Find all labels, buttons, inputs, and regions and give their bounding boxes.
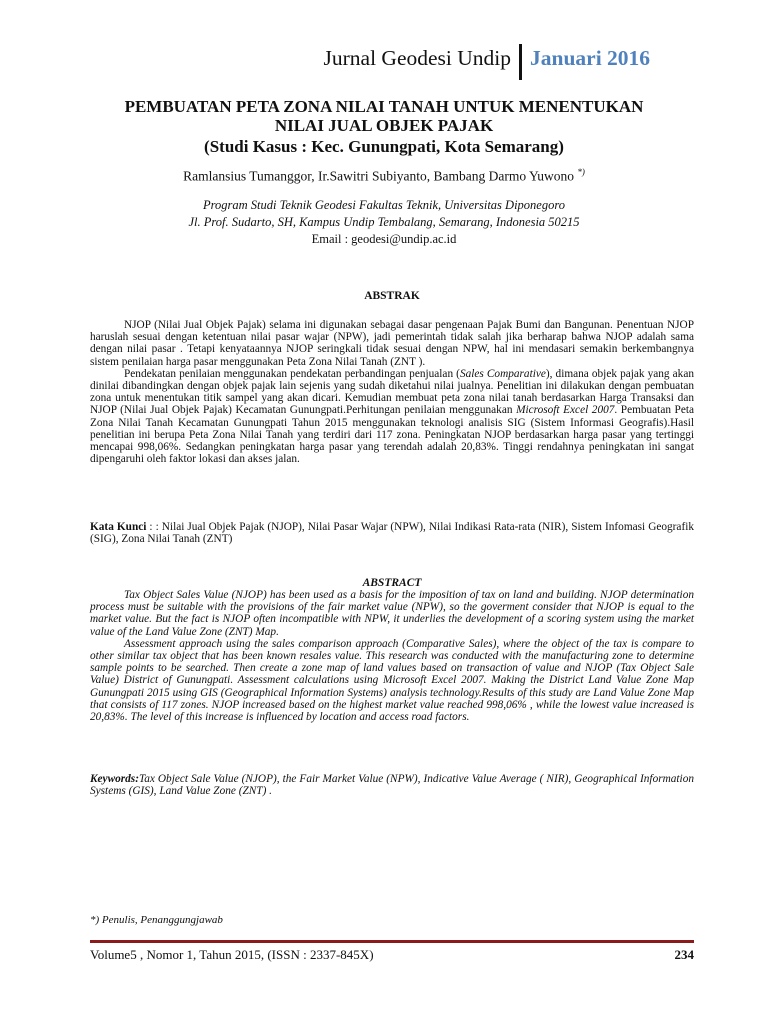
kata-kunci-label: Kata Kunci (90, 521, 147, 533)
running-header (0, 44, 768, 80)
keywords (90, 773, 694, 797)
header-divider (519, 44, 522, 80)
kata-kunci (90, 521, 694, 545)
abstract-paragraph-2: Assessment approach using the sales comparison approach (Comparative Sales), where the object of the tax is compare to other similar tax object that has been known resales value. This research was conducted with the manufacturing zone to determine sample points to be searched. Then create a zone map of land values based on transaction of value and NJOP (Tax Object Sale Value) District of Gunungpati. Assessment calculations using Microsoft Excel 2007. Making the District Land Value Zone Map Gunungpati 2015 using GIS (Geographical Information Systems) analysis technology.Results of this study are Land Value Zone Map that consists of 117 zones. NJOP increased based on the highest market value reached 998,06% , while the lowest value increased is 20,83%. The level of this increase is influenced by location and access road factors. (90, 637, 694, 724)
abstrak-p2-text-a: Pendekatan penilaian menggunakan pendekatan perbandingan penjualan ( (124, 367, 460, 380)
affiliation-line-1: Program Studi Teknik Geodesi Fakultas Teknik, Universitas Diponegoro (202, 198, 565, 212)
author-mark: *) (577, 167, 585, 177)
author-footnote: *) Penulis, Penanggungjawab (90, 914, 223, 926)
keywords-text: Tax Object Sale Value (NJOP), the Fair Market Value (NPW), Indicative Value Average ( NIR), Geographical Information Systems (GIS), Land Value Zone (ZNT) . (90, 773, 694, 798)
abstract-paragraph-1: Tax Object Sales Value (NJOP) has been used as a basis for the imposition of tax on land and building. NJOP determination process must be suitable with the provisions of the fair market value (NPW), so the goverment consider that NJOP is equal to the market value. But the fact is NJOP often incompatible with NPW, it underlies the development of a scoring system using the market value of the Land Value Zone (ZNT) Map. (90, 589, 694, 638)
abstract-heading: ABSTRACT (362, 577, 422, 589)
journal-name: Jurnal Geodesi Undip (323, 46, 511, 70)
title-line-2: NILAI JUAL OBJEK PAJAK (274, 116, 494, 135)
abstrak-paragraph-1: NJOP (Nilai Jual Objek Pajak) selama ini digunakan sebagai dasar pengenaan Pajak Bumi dan Bangunan. Penentuan NJOP haruslah sesuai dengan ketentuan nilai pasar wajar (NPW), jadi pemerintah tidak salah jika berharap bahwa NJOP adalah sama dengan nilai pasar . Tetapi kenyataannya NJOP seringkali tidak sesuai dengan NPW, hal ini mendasari semakin berkembangnya sistem penilaian harga pasar menggunakan Peta Zona Nilai Tanah (ZNT ). (90, 319, 694, 368)
abstrak-p2-text-b: ), dimana objek pajak yang akan dinilai dibandingkan dengan objek pajak lain sejenis yang sudah diketahui nilai jualnya. Penelitian ini dilakukan dengan pembuatan zona untuk menentukan titik sampel yang akan dicari. Kemudian membuat peta zona nilai tanah berdasarkan Harga Transaksi dan NJOP (Nilai Jual Objek Pajak) Kecamatan Gunungpati.Perhitungan penilaian menggunakan (90, 367, 694, 417)
title-line-1: PEMBUATAN PETA ZONA NILAI TANAH UNTUK MENENTUKAN (124, 97, 644, 116)
contact-email: Email : geodesi@undip.ac.id (311, 232, 457, 246)
paper-title (60, 97, 708, 135)
journal-issue-date: Januari 2016 (530, 46, 651, 70)
abstrak-p2-em-2: Microsoft Excel 2007 (516, 404, 615, 417)
page-number: 234 (674, 947, 694, 962)
paper-subtitle: (Studi Kasus : Kec. Gunungpati, Kota Semarang) (204, 137, 564, 156)
author-names: Ramlansius Tumanggor, Ir.Sawitri Subiyanto, Bambang Darmo Yuwono (183, 168, 574, 184)
abstrak-p2-text-c: . Pembuatan Peta Zona Nilai Tanah Kecamatan Gunungpati Tahun 2015 menggunakan teknologi analisis SIG (Sistem Informasi Geografis).Hasil penelitian ini berupa Peta Zona Nilai Tanah yang terdiri dari 117 zona. Peningkatan NJOP berdasarkan harga pasar yang tertinggi mencapai 998,06%. Sedangkan peningkatan harga pasar yang terendah adalah 20,83%. Tinggi rendahnya peningkatan ini sangat dipengaruhi oleh faktor lokasi dan akses jalan. (90, 404, 694, 466)
abstrak-p2-em-1: Sales Comparative (459, 367, 546, 380)
abstrak-body (90, 319, 694, 465)
volume-info: Volume5 , Nomor 1, Tahun 2015, (ISSN : 2337-845X) (90, 947, 374, 962)
keywords-label: Keywords: (90, 773, 139, 785)
footer-rule (90, 940, 694, 943)
affiliation (60, 197, 708, 248)
abstrak-paragraph-2 (90, 368, 694, 466)
author-list (60, 167, 708, 185)
abstrak-heading: ABSTRAK (364, 290, 420, 302)
affiliation-line-2: Jl. Prof. Sudarto, SH, Kampus Undip Tembalang, Semarang, Indonesia 50215 (188, 215, 580, 229)
kata-kunci-text: : : Nilai Jual Objek Pajak (NJOP), Nilai Pasar Wajar (NPW), Nilai Indikasi Rata-rata (NIR), Sistem Infomasi Geografik (SIG), Zona Nilai Tanah (ZNT) (90, 521, 694, 546)
abstract-body (90, 589, 694, 723)
